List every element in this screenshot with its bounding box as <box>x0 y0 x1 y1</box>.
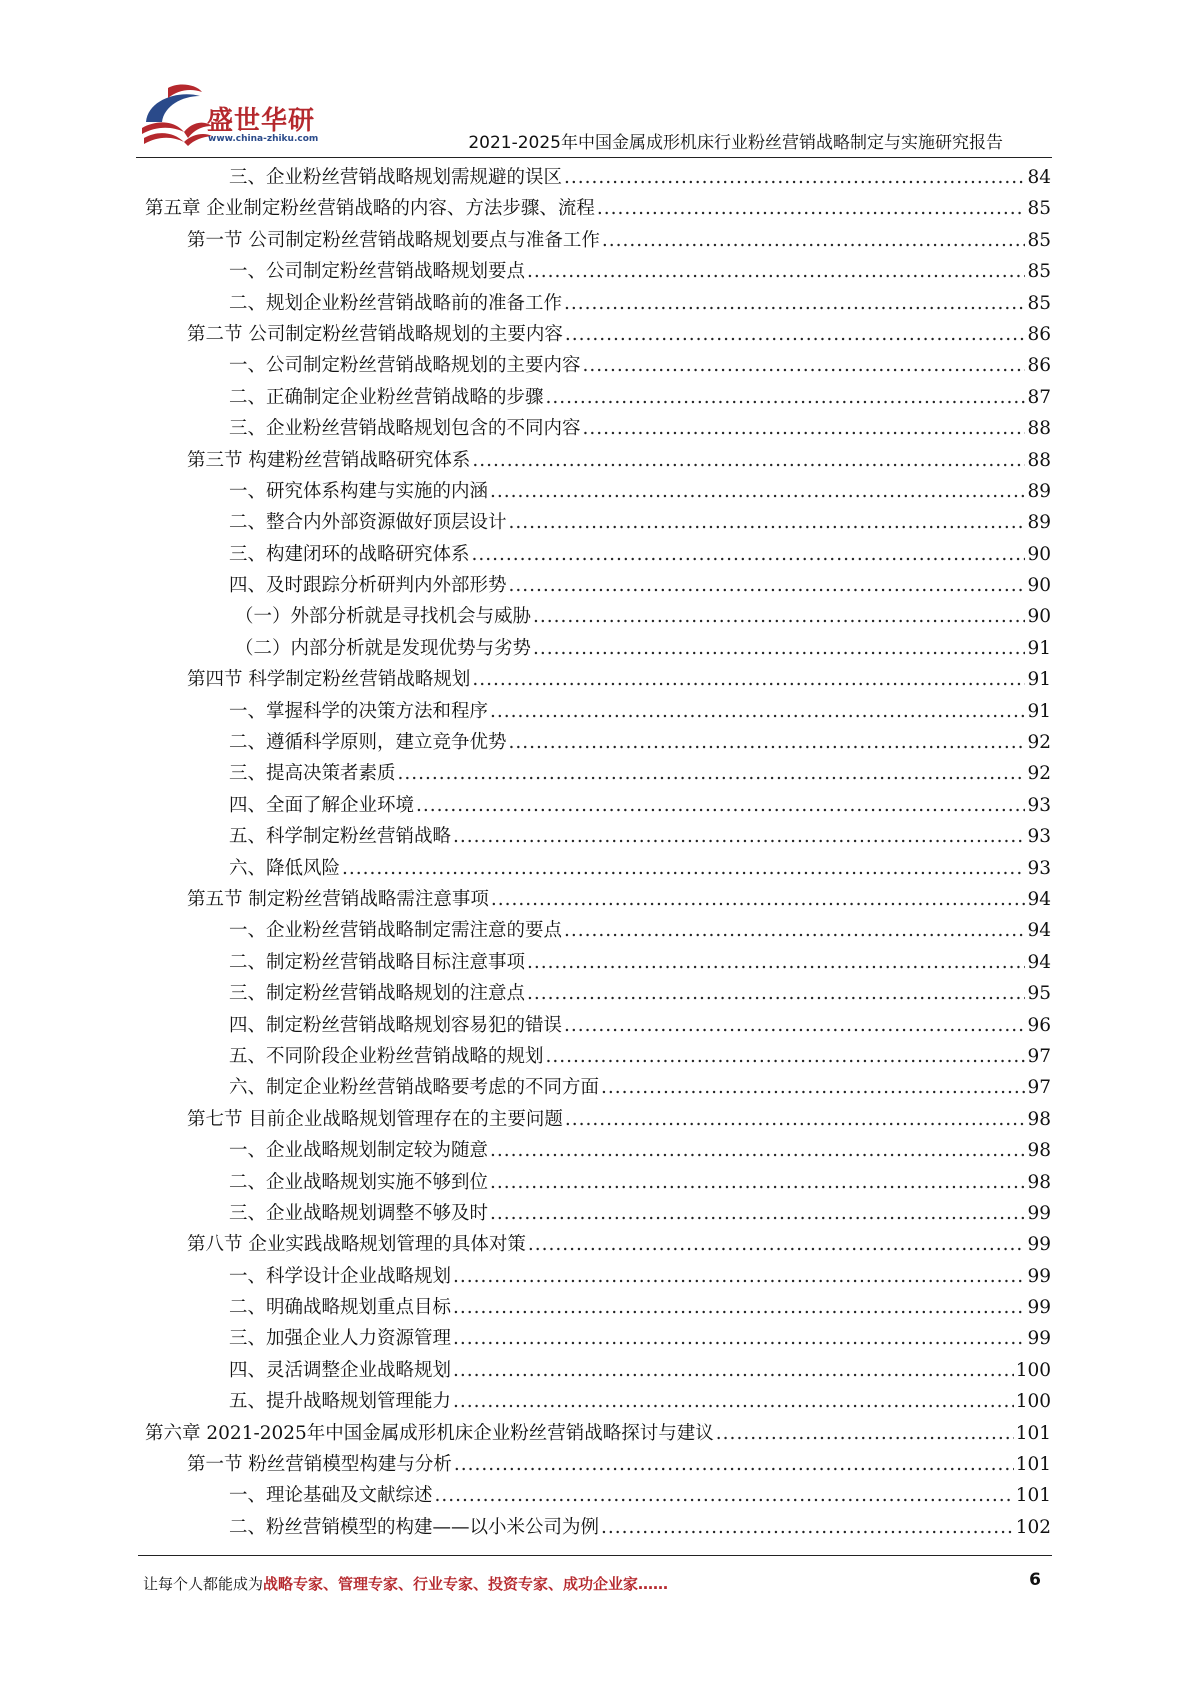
toc-entry-title: 一、掌握科学的决策方法和程序 <box>229 700 489 722</box>
toc-entry[interactable] <box>145 225 1051 256</box>
toc-entry[interactable] <box>145 1418 1051 1449</box>
toc-entry-title: 五、科学制定粉丝营销战略 <box>229 826 452 848</box>
toc-entry-title: 第四节 科学制定粉丝营销战略规划 <box>187 669 471 691</box>
toc-entry[interactable] <box>145 853 1051 884</box>
toc-entry[interactable] <box>145 1167 1051 1198</box>
toc-leader-dots <box>490 1167 1025 1198</box>
toc-entry[interactable] <box>145 1229 1051 1260</box>
toc-entry-page: 99 <box>1027 1328 1051 1350</box>
toc-entry[interactable] <box>145 1072 1051 1103</box>
toc-entry[interactable] <box>145 1198 1051 1229</box>
toc-entry[interactable] <box>145 288 1051 319</box>
toc-leader-dots <box>416 790 1025 821</box>
toc-entry-title: 一、公司制定粉丝营销战略规划要点 <box>229 261 526 283</box>
toc-entry-page: 86 <box>1027 323 1051 345</box>
toc-entry-title: 第六章 2021-2025年中国金属成形机床企业粉丝营销战略探讨与建议 <box>145 1422 714 1444</box>
toc-entry-page: 89 <box>1027 512 1051 534</box>
toc-entry[interactable] <box>145 1355 1051 1386</box>
toc-leader-dots <box>546 382 1026 413</box>
toc-entry-title: 二、制定粉丝营销战略目标注意事项 <box>229 951 526 973</box>
toc-entry-title: 五、不同阶段企业粉丝营销战略的规划 <box>229 1045 544 1067</box>
toc-entry-title: （二）内部分析就是发现优势与劣势 <box>235 637 532 659</box>
toc-entry[interactable] <box>145 947 1051 978</box>
toc-entry[interactable] <box>145 727 1051 758</box>
toc-entry-title: 三、制定粉丝营销战略规划的注意点 <box>229 983 526 1005</box>
toc-entry[interactable] <box>145 978 1051 1009</box>
toc-leader-dots <box>533 633 1025 664</box>
toc-entry-title: 第五节 制定粉丝营销战略需注意事项 <box>187 888 489 910</box>
toc-entry[interactable] <box>145 821 1051 852</box>
toc-entry[interactable] <box>145 696 1051 727</box>
toc-entry[interactable] <box>145 162 1051 193</box>
toc-leader-dots <box>533 601 1025 632</box>
toc-entry[interactable] <box>145 1104 1051 1135</box>
toc-entry-title: 二、整合内外部资源做好顶层设计 <box>229 512 507 534</box>
brand-url: www.china-zhiku.com <box>208 134 319 144</box>
footer-slogan <box>143 1573 668 1594</box>
brand-name: 盛世华研 <box>207 106 316 136</box>
toc-entry-page: 92 <box>1027 732 1051 754</box>
toc-entry-page: 84 <box>1027 167 1051 188</box>
toc-leader-dots <box>472 539 1026 570</box>
toc-leader-dots <box>509 727 1026 758</box>
table-of-contents <box>145 162 1051 1543</box>
toc-entry[interactable] <box>145 1386 1051 1417</box>
toc-entry-title: 二、明确战略规划重点目标 <box>229 1297 452 1319</box>
toc-entry-title: 第三节 构建粉丝营销战略研究体系 <box>187 449 471 471</box>
toc-leader-dots <box>472 664 1025 695</box>
toc-entry-page: 93 <box>1027 794 1051 816</box>
toc-leader-dots <box>490 476 1025 507</box>
toc-entry-title: 二、规划企业粉丝营销战略前的准备工作 <box>229 292 563 314</box>
toc-entry-page: 94 <box>1027 920 1051 942</box>
toc-leader-dots <box>342 853 1025 884</box>
toc-leader-dots <box>453 1292 1025 1323</box>
toc-entry[interactable] <box>145 1135 1051 1166</box>
toc-entry-page: 99 <box>1027 1297 1051 1319</box>
toc-entry-page: 89 <box>1027 480 1051 502</box>
toc-entry-title: 四、灵活调整企业战略规划 <box>229 1359 452 1381</box>
toc-entry[interactable] <box>145 601 1051 632</box>
toc-entry[interactable] <box>145 256 1051 287</box>
toc-entry-page: 99 <box>1027 1202 1051 1224</box>
toc-entry-page: 99 <box>1027 1234 1051 1256</box>
toc-entry[interactable] <box>145 1512 1051 1543</box>
toc-entry-page: 93 <box>1027 857 1051 879</box>
toc-entry-title: 第二节 公司制定粉丝营销战略规划的主要内容 <box>187 323 563 345</box>
toc-entry-page: 94 <box>1027 888 1051 910</box>
toc-entry-page: 86 <box>1027 355 1051 377</box>
footer-slogan-highlight: 战略专家、管理专家、行业专家、投资专家、成功企业家…… <box>263 1575 669 1593</box>
toc-entry-page: 85 <box>1027 292 1051 314</box>
toc-entry[interactable] <box>145 915 1051 946</box>
toc-entry-title: 二、粉丝营销模型的构建——以小米公司为例 <box>229 1516 600 1538</box>
toc-entry-page: 97 <box>1027 1045 1051 1067</box>
toc-entry-title: 六、降低风险 <box>229 857 341 879</box>
toc-entry-title: 一、公司制定粉丝营销战略规划的主要内容 <box>229 355 581 377</box>
toc-entry[interactable] <box>145 664 1051 695</box>
toc-entry-page: 101 <box>1015 1454 1051 1476</box>
page-header <box>0 0 1191 160</box>
toc-leader-dots <box>509 507 1026 538</box>
toc-entry-title: 二、正确制定企业粉丝营销战略的步骤 <box>229 386 544 408</box>
toc-entry-title: （一）外部分析就是寻找机会与威胁 <box>235 606 532 628</box>
toc-leader-dots <box>583 350 1026 381</box>
toc-leader-dots <box>490 1135 1025 1166</box>
toc-entry[interactable] <box>145 413 1051 444</box>
toc-leader-dots <box>564 1010 1025 1041</box>
toc-leader-dots <box>398 758 1026 789</box>
toc-leader-dots <box>453 1323 1025 1354</box>
toc-entry[interactable] <box>145 758 1051 789</box>
toc-entry[interactable] <box>145 193 1051 224</box>
toc-entry-page: 101 <box>1015 1422 1051 1444</box>
toc-entry-page: 85 <box>1027 198 1051 220</box>
toc-leader-dots <box>601 1512 1014 1543</box>
toc-entry[interactable] <box>145 476 1051 507</box>
toc-entry-title: 第五章 企业制定粉丝营销战略的内容、方法步骤、流程 <box>145 198 595 220</box>
toc-entry-title: 第八节 企业实践战略规划管理的具体对策 <box>187 1234 526 1256</box>
toc-leader-dots <box>435 1480 1014 1511</box>
toc-entry-page: 93 <box>1027 826 1051 848</box>
toc-entry-title: 三、企业战略规划调整不够及时 <box>229 1202 489 1224</box>
toc-entry-page: 98 <box>1027 1171 1051 1193</box>
toc-leader-dots <box>546 1041 1026 1072</box>
toc-entry[interactable] <box>145 539 1051 570</box>
toc-entry[interactable] <box>145 1480 1051 1511</box>
toc-leader-dots <box>564 288 1025 319</box>
footer-divider <box>138 1555 1052 1556</box>
footer-slogan-prefix: 让每个人都能成为 <box>143 1575 264 1593</box>
toc-leader-dots <box>565 319 1026 350</box>
toc-leader-dots <box>453 1355 1014 1386</box>
toc-entry-page: 98 <box>1027 1140 1051 1162</box>
toc-entry-title: 二、企业战略规划实施不够到位 <box>229 1171 489 1193</box>
toc-leader-dots <box>454 1449 1014 1480</box>
toc-entry[interactable] <box>145 1010 1051 1041</box>
toc-entry-page: 91 <box>1027 669 1051 691</box>
toc-leader-dots <box>490 696 1025 727</box>
toc-entry-title: 四、及时跟踪分析研判内外部形势 <box>229 575 507 597</box>
toc-entry-page: 90 <box>1027 575 1051 597</box>
toc-entry-page: 100 <box>1015 1359 1051 1381</box>
toc-leader-dots <box>564 915 1025 946</box>
toc-entry-page: 90 <box>1027 606 1051 628</box>
toc-leader-dots <box>527 256 1025 287</box>
toc-entry[interactable] <box>145 633 1051 664</box>
toc-leader-dots <box>602 225 1026 256</box>
toc-entry-page: 100 <box>1015 1391 1051 1413</box>
toc-entry[interactable] <box>145 1323 1051 1354</box>
page-number: 6 <box>1029 1570 1041 1590</box>
toc-entry[interactable] <box>145 570 1051 601</box>
toc-entry[interactable] <box>145 884 1051 915</box>
toc-entry[interactable] <box>145 350 1051 381</box>
toc-entry-page: 85 <box>1027 229 1051 251</box>
toc-leader-dots <box>453 1386 1014 1417</box>
toc-entry-page: 87 <box>1027 386 1051 408</box>
toc-entry-title: 三、构建闭环的战略研究体系 <box>229 543 470 565</box>
toc-entry[interactable] <box>145 382 1051 413</box>
toc-entry-page: 96 <box>1027 1014 1051 1036</box>
toc-entry-title: 第一节 公司制定粉丝营销战略规划要点与准备工作 <box>187 229 600 251</box>
toc-leader-dots <box>565 1104 1026 1135</box>
toc-entry-title: 三、加强企业人力资源管理 <box>229 1328 452 1350</box>
report-title: 2021-2025年中国金属成形机床行业粉丝营销战略制定与实施研究报告 <box>468 133 1003 153</box>
toc-entry-title: 第七节 目前企业战略规划管理存在的主要问题 <box>187 1108 563 1130</box>
toc-entry[interactable] <box>145 507 1051 538</box>
toc-leader-dots <box>527 978 1025 1009</box>
toc-entry-page: 98 <box>1027 1108 1051 1130</box>
toc-leader-dots <box>528 1229 1026 1260</box>
toc-entry-title: 一、企业粉丝营销战略制定需注意的要点 <box>229 920 563 942</box>
toc-entry-title: 三、提高决策者素质 <box>229 763 396 785</box>
toc-leader-dots <box>453 1261 1025 1292</box>
toc-entry-page: 91 <box>1027 637 1051 659</box>
toc-entry-title: 二、遵循科学原则，建立竞争优势 <box>229 732 507 754</box>
toc-leader-dots <box>601 1072 1025 1103</box>
toc-entry-title: 三、企业粉丝营销战略规划需规避的误区 <box>229 167 563 188</box>
toc-entry-page: 94 <box>1027 951 1051 973</box>
toc-entry-title: 三、企业粉丝营销战略规划包含的不同内容 <box>229 418 581 440</box>
toc-entry-title: 一、理论基础及文献综述 <box>229 1485 433 1507</box>
toc-entry[interactable] <box>145 445 1051 476</box>
toc-entry[interactable] <box>145 790 1051 821</box>
toc-leader-dots <box>583 413 1026 444</box>
toc-entry-page: 102 <box>1015 1516 1051 1538</box>
toc-entry[interactable] <box>145 1261 1051 1292</box>
toc-leader-dots <box>564 162 1025 193</box>
toc-entry-title: 六、制定企业粉丝营销战略要考虑的不同方面 <box>229 1077 600 1099</box>
toc-entry-page: 88 <box>1027 449 1051 471</box>
toc-leader-dots <box>491 884 1026 915</box>
toc-entry-title: 一、科学设计企业战略规划 <box>229 1265 452 1287</box>
toc-leader-dots <box>716 1418 1014 1449</box>
toc-entry-page: 91 <box>1027 700 1051 722</box>
toc-leader-dots <box>597 193 1026 224</box>
toc-entry-title: 五、提升战略规划管理能力 <box>229 1391 452 1413</box>
toc-entry[interactable] <box>145 1292 1051 1323</box>
toc-entry-title: 四、制定粉丝营销战略规划容易犯的错误 <box>229 1014 563 1036</box>
header-divider <box>136 157 1052 158</box>
toc-entry-page: 90 <box>1027 543 1051 565</box>
toc-entry-page: 97 <box>1027 1077 1051 1099</box>
toc-entry-page: 92 <box>1027 763 1051 785</box>
toc-entry-title: 第一节 粉丝营销模型构建与分析 <box>187 1454 452 1476</box>
toc-entry-page: 101 <box>1015 1485 1051 1507</box>
toc-leader-dots <box>472 445 1025 476</box>
toc-entry-title: 一、研究体系构建与实施的内涵 <box>229 480 489 502</box>
toc-leader-dots <box>527 947 1025 978</box>
toc-entry-title: 四、全面了解企业环境 <box>229 794 415 816</box>
toc-entry-title: 一、企业战略规划制定较为随意 <box>229 1140 489 1162</box>
toc-entry-page: 95 <box>1027 983 1051 1005</box>
toc-entry[interactable] <box>145 1041 1051 1072</box>
toc-leader-dots <box>509 570 1026 601</box>
toc-leader-dots <box>490 1198 1025 1229</box>
toc-entry[interactable] <box>145 319 1051 350</box>
toc-leader-dots <box>453 821 1025 852</box>
toc-entry[interactable] <box>145 1449 1051 1480</box>
toc-entry-page: 85 <box>1027 261 1051 283</box>
toc-entry-page: 88 <box>1027 418 1051 440</box>
toc-entry-page: 99 <box>1027 1265 1051 1287</box>
